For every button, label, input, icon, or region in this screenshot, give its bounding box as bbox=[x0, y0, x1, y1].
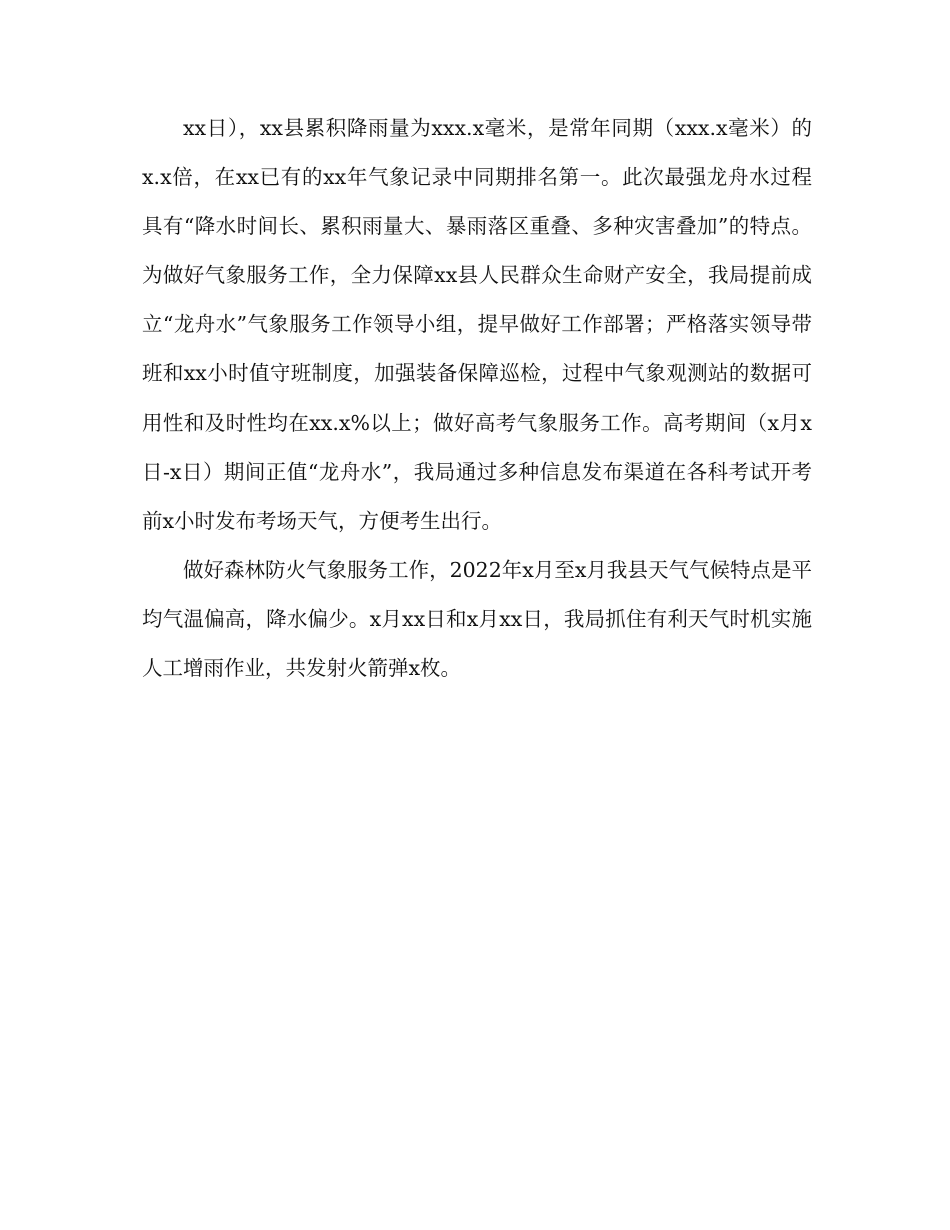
document-body bbox=[142, 104, 812, 693]
paragraph-dragon-boat-rain-service: xx日），xx县累积降雨量为xxx.x毫米，是常年同期（xxx.x毫米）的x.x倍，在xx已有的xx年气象记录中同期排名第一。此次最强龙舟水过程具有“降水时间长、累积雨量大、暴雨落区重叠、多种灾害叠加”的特点。为做好气象服务工作，全力保障xx县人民群众生命财产安全，我局提前成立“龙舟水”气象服务工作领导小组，提早做好工作部署；严格落实领导带班和xx小时值守班制度，加强装备保障巡检，过程中气象观测站的数据可用性和及时性均在xx.x%以上；做好高考气象服务工作。高考期间（x月x日-x日）期间正值“龙舟水”，我局通过多种信息发布渠道在各科考试开考前x小时发布考场天气，方便考生出行。 bbox=[142, 116, 812, 533]
paragraph-forest-fire-service: 做好森林防火气象服务工作，2022年x月至x月我县天气气候特点是平均气温偏高，降水偏少。x月xx日和x月xx日，我局抓住有利天气时机实施人工增雨作业，共发射火箭弹x枚。 bbox=[142, 557, 812, 681]
